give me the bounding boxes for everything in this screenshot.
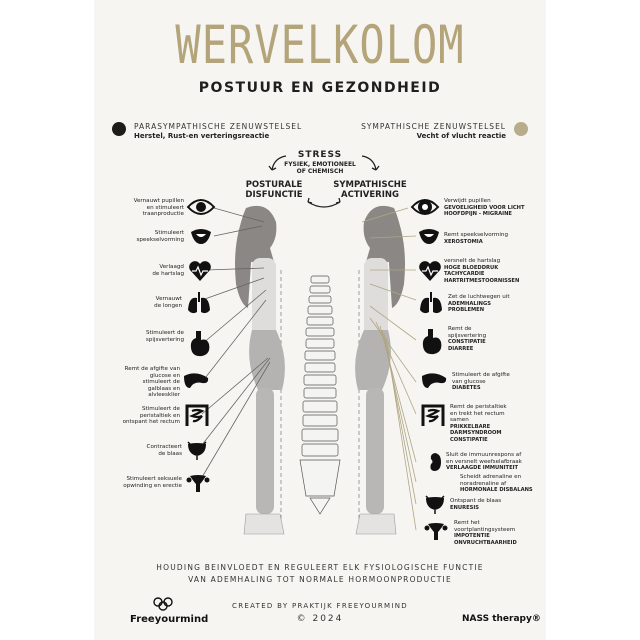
page-subtitle: POSTUUR EN GEZONDHEID — [198, 80, 442, 96]
right-label-bladder: Ontspant de blaas ENURESIS — [450, 498, 502, 511]
freeyourmind-logo: Freeyourmind — [130, 614, 209, 625]
eye-icon — [410, 196, 440, 218]
intestines-icon — [420, 402, 446, 428]
spine-illustration — [300, 276, 340, 514]
left-label-pancreas: Remt de afgifte van glucose en stimuleert de galblaas en alvleesklier — [124, 366, 180, 399]
right-woman-figure — [355, 206, 405, 534]
right-label-stomach: Remt de spijsvertering CONSTIPATIE DIARREE — [448, 326, 487, 352]
mouth-icon — [190, 226, 212, 246]
left-label-heart: Verlaagd de hartslag — [152, 264, 184, 277]
freeyourmind-logo-icon — [152, 596, 174, 612]
sympathetic-subtitle: Vecht of vlucht reactie — [416, 132, 506, 140]
heart-icon — [188, 260, 212, 282]
stomach-icon — [420, 328, 444, 356]
left-label-saliva: Stimuleert speekselvorming — [136, 230, 184, 243]
right-label-kidney: Sluit de immuunrespons af en versnelt weefselafbraak VERLAAGDE IMMUNITEIT — [446, 452, 522, 472]
left-label-eye: Vernauwt pupillen en stimuleert traanproductie — [133, 198, 184, 218]
lungs-icon — [418, 290, 444, 316]
footer-statement: HOUDING BEINVLOEDT EN REGULEERT ELK FYSIOLOGISCHE FUNCTIE VAN ADEMHALING TOT NORMALE HORMOONPRODUCTIE — [156, 563, 484, 584]
left-label-bladder: Contracteert de blaas — [146, 444, 182, 457]
kidney-icon — [428, 452, 442, 472]
mouth-icon — [418, 226, 440, 246]
parasympathetic-subtitle: Herstel, Rust-en verteringsreactie — [134, 132, 270, 140]
right-label-intestines: Remt de peristaltiek en trekt het rectum samen PRIKKELBARE DARMSYNDROOM CONSTIPATIE — [450, 404, 507, 443]
postural-dysfunction-label: POSTURALE DISFUNCTIE — [245, 180, 303, 200]
bladder-icon — [186, 440, 208, 460]
pancreas-icon — [420, 372, 448, 390]
reproductive-icon — [186, 472, 210, 494]
left-label-reproductive: Stimuleert seksuele opwinding en erectie — [123, 476, 182, 489]
pancreas-icon — [182, 372, 210, 390]
poster — [94, 0, 546, 640]
bladder-icon — [424, 494, 446, 514]
credit-line: CREATED BY PRAKTIJK FREEYOURMIND — [232, 602, 408, 610]
stress-line1: FYSIEK, EMOTIONEEL — [284, 161, 356, 168]
reproductive-icon — [424, 520, 448, 542]
left-label-intestines: Stimuleert de peristaltiek en ontspant het rectum — [122, 406, 180, 426]
sympathetic-activation-label: SYMPATHISCHE ACTIVERING — [333, 180, 407, 200]
right-label-pancreas: Stimuleert de afgifte van glucose DIABETES — [452, 372, 510, 392]
intestines-icon — [184, 402, 210, 428]
copyright-year: © 2024 — [296, 614, 344, 624]
page-title: WERVELKOLOM — [175, 14, 465, 76]
nass-therapy-logo: NASS therapy® — [462, 614, 541, 624]
sympathetic-title: SYMPATHISCHE ZENUWSTELSEL — [361, 122, 506, 131]
left-woman-figure — [235, 206, 285, 534]
left-label-lungs: Vernauwt de longen — [154, 296, 182, 309]
lungs-icon — [186, 290, 212, 316]
right-label-heart: versnelt de hartslag HOGE BLOEDDRUK TACHYCARDIE HARTRITMESTOORNISSEN — [444, 258, 520, 284]
left-label-stomach: Stimuleert de spijsvertering — [145, 330, 184, 343]
stress-line2: OF CHEMISCH — [296, 168, 344, 175]
right-label-eye: Verwijdt pupillen GEVOELIGHEID VOOR LICHT HOOFDPIJN - MIGRAINE — [444, 198, 525, 218]
stress-title: STRESS — [297, 150, 343, 160]
right-label-reproductive: Remt het voortplantingsysteem IMPOTENTIE ONVRUCHTBAARHEID — [454, 520, 517, 546]
right-label-adrenal: Scheidt adrenaline en noradrenaline af HORMONALE DISBALANS — [460, 474, 533, 494]
eye-icon — [186, 196, 216, 218]
stomach-icon — [188, 330, 212, 358]
right-label-lungs: Zet de luchtwegen uit ADEMHALINGS PROBLEMEN — [448, 294, 510, 314]
right-label-saliva: Remt speekselvorming XEROSTOMIA — [444, 232, 509, 245]
heart-icon — [418, 260, 442, 282]
parasympathetic-title: PARASYMPATHISCHE ZENUWSTELSEL — [134, 122, 303, 131]
